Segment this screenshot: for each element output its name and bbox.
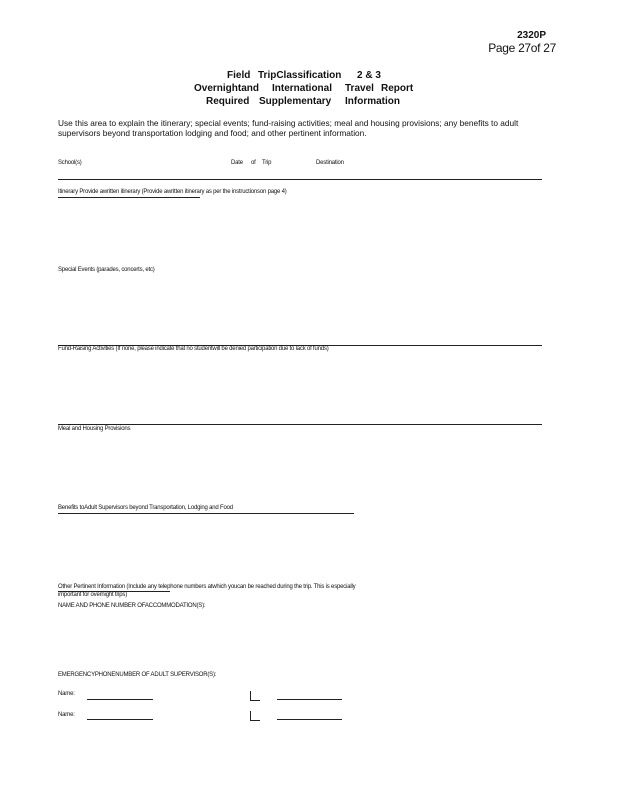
name-label: Name:: [58, 712, 75, 718]
phone-field-1[interactable]: [277, 699, 342, 700]
meal-housing-label: Meal and Housing Provisions: [58, 426, 131, 432]
form-code: 2320P: [517, 30, 546, 41]
of-label: of: [251, 160, 256, 166]
itinerary-underline: [58, 197, 200, 198]
destination-label: Destination: [316, 160, 344, 166]
other-info-label-2: important for overnight trips): [58, 592, 128, 598]
special-events-label: Special Events (parades, concerts, etc): [58, 267, 155, 273]
phone-field-2[interactable]: [277, 719, 342, 720]
divider: [58, 179, 542, 180]
page-number: Page 27of 27: [488, 41, 556, 55]
checkbox-1[interactable]: [250, 691, 260, 701]
name-label: Name:: [58, 691, 75, 697]
title-word: Field: [227, 70, 251, 81]
checkbox-2[interactable]: [250, 711, 260, 721]
name-field-1[interactable]: [87, 699, 153, 700]
itinerary-label: Itinerary Provide awritten itinerary (Provide awritten itinerary as per the instructionson page 4): [58, 189, 287, 195]
intro-text: Use this area to explain the itinerary; special events; fund-raising activities; meal and housing provisions; any benefits to adult supervisors beyond transportation lodging and food; and other pertinent information.: [58, 118, 519, 138]
trip-label: Trip: [262, 160, 272, 166]
benefits-label: Benefits toAdult Supervisors beyond Transportation, Lodging and Food: [58, 505, 233, 511]
form-title: [0, 70, 618, 110]
emergency-label: EMERGENCYPHONENUMBER OF ADULT SUPERVISOR(S):: [58, 672, 217, 678]
school-label: School(s): [58, 160, 82, 166]
title-word: Report: [381, 83, 414, 94]
other-info-label: Other Pertinent Information (Include any telephone numbers atwhich youcan be reached during the trip. This is especially: [58, 584, 356, 590]
fund-raising-label: Fund-Raising Activities (If none, please indicate that no studentwill be denied participation due to lack of funds): [58, 346, 329, 352]
title-word: TripClassification: [258, 70, 342, 81]
benefits-underline: [58, 513, 354, 514]
title-word: Required: [206, 96, 250, 107]
title-word: Travel: [345, 83, 374, 94]
title-word: Information: [345, 96, 400, 107]
date-label: Date: [231, 160, 243, 166]
divider: [58, 424, 542, 425]
title-word: 2 & 3: [357, 70, 381, 81]
name-field-2[interactable]: [87, 719, 153, 720]
title-word: Overnightand: [194, 83, 260, 94]
title-word: International: [272, 83, 333, 94]
title-word: Supplementary: [259, 96, 332, 107]
accommodation-label: NAME AND PHONE NUMBER OFACCOMMODATION(S):: [58, 603, 206, 609]
